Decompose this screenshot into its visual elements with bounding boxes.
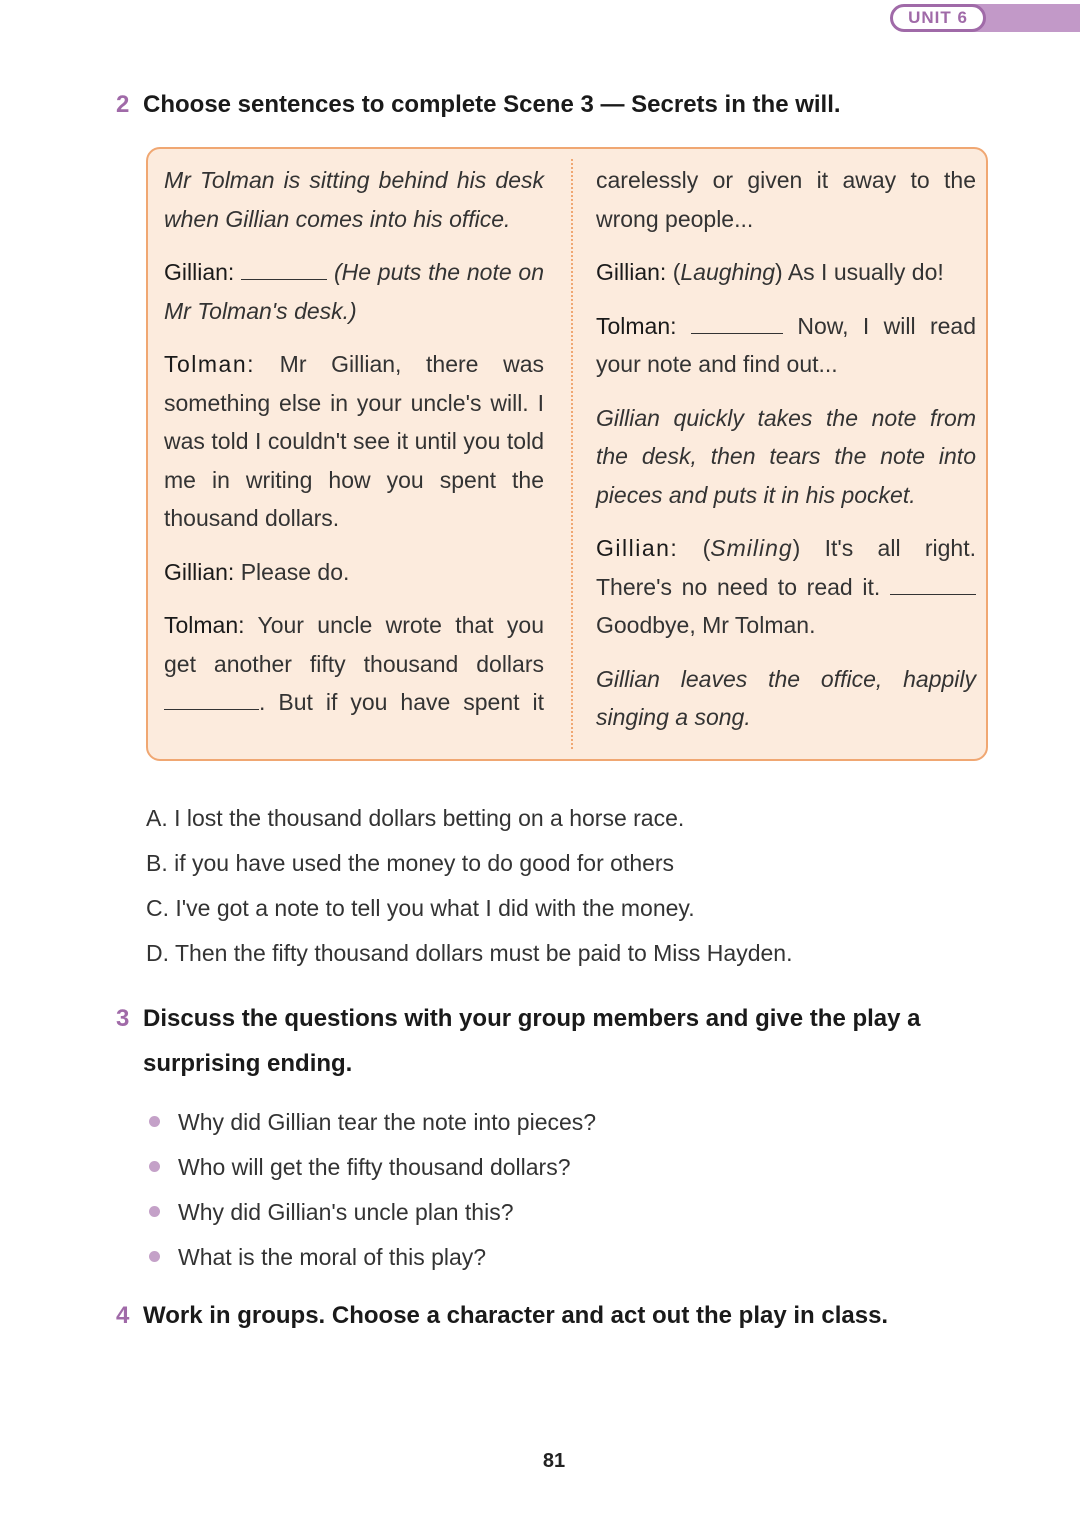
task-2-instruction: Choose sentences to complete Scene 3 — Secrets in the will. (143, 91, 841, 118)
dialogue-text: Mr Gillian, there was something else in your uncle's will. I was told I couldn't see it until you told me in writing how you spent the thousand dollars. (164, 351, 544, 531)
dialogue-text: Your uncle wrote that you get another fifty thousand dollars (164, 612, 544, 677)
dialogue-text: Please do. (240, 558, 350, 585)
bullet-dot-icon (149, 1161, 160, 1172)
unit-tab (880, 0, 1080, 36)
scene-right-column (596, 161, 976, 752)
stage-direction-tear-note: Gillian quickly takes the note from the desk, then tears the note into pieces and puts it in his pocket. (596, 404, 976, 508)
bullet-dot-icon (149, 1116, 160, 1127)
question-text: Why did Gillian's uncle plan this? (178, 1199, 514, 1225)
bullet-dot-icon (149, 1251, 160, 1262)
answer-blank-2[interactable] (164, 689, 259, 710)
line-tolman-1 (164, 345, 544, 538)
line-gillian-2 (164, 553, 544, 592)
stage-direction: Laughing (680, 259, 776, 285)
task-4-heading (116, 1293, 888, 1338)
dialogue-text: Now, I will read your note and find out... (596, 312, 976, 377)
dialogue-text: . But if you have spent it (259, 689, 544, 715)
task-3-heading (116, 996, 1006, 1086)
speaker-label: Gillian: (164, 259, 235, 285)
task-3-instruction: Discuss the questions with your group members and give the play a surprising ending. (143, 1005, 921, 1077)
speaker-label: Tolman: (596, 312, 677, 339)
bullet-dot-icon (149, 1206, 160, 1217)
question-text: What is the moral of this play? (178, 1244, 487, 1270)
answer-blank-3[interactable] (691, 313, 783, 334)
unit-label: UNIT 6 (890, 4, 986, 32)
answer-options (146, 796, 792, 976)
list-item (146, 1145, 596, 1190)
page-number: 81 (542, 1450, 566, 1472)
discussion-questions (146, 1100, 596, 1280)
speaker-label: Gillian: (164, 558, 235, 585)
stage-direction: Smiling (710, 535, 793, 561)
speaker-label: Gillian: (596, 259, 667, 285)
line-gillian-3: Gillian: (Laughing) As I usually do! (596, 259, 944, 285)
dialogue-text: As I usually do! (787, 259, 944, 285)
stage-direction-closing: Gillian leaves the office, happily singing a song. (596, 665, 976, 730)
dialogue-text: Goodbye, Mr Tolman. (596, 612, 816, 638)
stage-direction-opening: Mr Tolman is sitting behind his desk when Gillian comes into his office. (164, 167, 544, 232)
line-tolman-2 (164, 606, 544, 722)
line-gillian-4: Gillian: (Smiling) It's all right. There's no need to read it. Goodbye, Mr Tolman. (596, 535, 976, 638)
option-b: B. if you have used the money to do good for others (146, 850, 675, 876)
list-item (146, 1100, 596, 1145)
task-2-number: 2 (116, 91, 130, 118)
question-text: Why did Gillian tear the note into pieces? (178, 1109, 597, 1135)
column-divider (571, 159, 573, 749)
line-gillian-1 (164, 253, 544, 330)
option-a: A. I lost the thousand dollars betting on a horse race. (146, 805, 685, 831)
option-c: C. I've got a note to tell you what I did with the money. (146, 895, 695, 921)
line-tolman-2-continued: carelessly or given it away to the wrong people... (596, 167, 976, 232)
task-3-number: 3 (116, 1005, 130, 1032)
answer-blank-1[interactable] (241, 259, 327, 280)
speaker-label: Tolman: (164, 612, 245, 638)
scene-box (146, 147, 988, 761)
task-4-instruction: Work in groups. Choose a character and act out the play in class. (143, 1302, 889, 1329)
stage-direction: (He puts the note on Mr Tolman's desk.) (164, 259, 545, 324)
scene-left-column (164, 161, 544, 737)
line-tolman-3 (596, 307, 976, 384)
task-4-number: 4 (116, 1302, 130, 1329)
task-2-heading (116, 82, 841, 127)
list-item (146, 1190, 596, 1235)
question-text: Who will get the fifty thousand dollars? (178, 1154, 571, 1180)
answer-blank-4[interactable] (890, 574, 976, 595)
speaker-label: Gillian: (596, 535, 679, 561)
option-d: D. Then the fifty thousand dollars must be paid to Miss Hayden. (146, 940, 793, 966)
speaker-label: Tolman: (164, 351, 256, 377)
dialogue-text: It's all right. There's no need to read it. (596, 535, 976, 600)
list-item (146, 1235, 596, 1280)
